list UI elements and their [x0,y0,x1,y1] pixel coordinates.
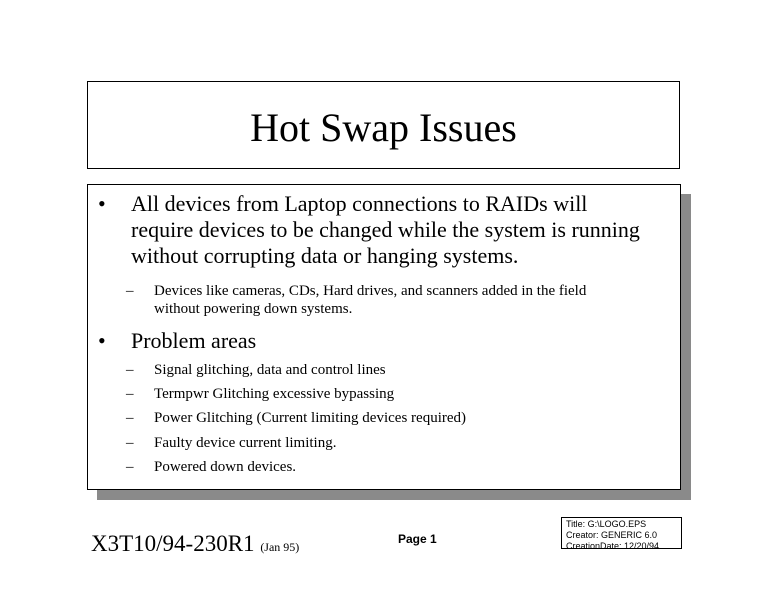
bullet-line: All devices from Laptop connections to RAIDs will [131,191,588,216]
bullet-marker: • [98,328,106,353]
sub-bullet-marker: – [126,283,134,299]
logo-title-line: Title: G:\LOGO.EPS [566,519,647,529]
sub-bullet-marker: – [126,435,134,451]
slide-title: Hot Swap Issues [250,105,517,150]
slide-title-box [87,81,680,169]
page-number: Page 1 [398,532,437,546]
bullet-marker: • [98,191,106,216]
content-box [87,184,681,490]
sub-bullet-marker: – [126,459,134,475]
logo-date-line: CreationDate: 12/20/94 [566,541,660,549]
sub-bullet-marker: – [126,386,134,402]
document-id [91,531,299,557]
logo-placeholder [561,517,682,549]
sub-bullet-line: without powering down systems. [154,301,353,317]
sub-bullet-marker: – [126,410,134,426]
document-number: X3T10/94-230R1 [91,531,255,556]
sub-bullet-text: Powered down devices. [154,459,297,475]
bullet-line: Problem areas [131,328,257,353]
document-date: (Jan 95) [260,540,300,554]
logo-creator-line: Creator: GENERIC 6.0 [566,530,658,540]
sub-bullet-text: Faulty device current limiting. [154,435,337,451]
sub-bullet-line: Devices like cameras, CDs, Hard drives, and scanners added in the field [154,283,587,299]
sub-bullet-text [154,282,586,318]
bullet-text [131,191,640,269]
sub-bullet-text: Termpwr Glitching excessive bypassing [154,386,395,402]
bullet-line: require devices to be changed while the system is running [131,217,640,242]
sub-bullet-text: Signal glitching, data and control lines [154,362,386,378]
bullet-text [131,328,256,354]
sub-bullet-marker: – [126,362,134,378]
bullet-line: without corrupting data or hanging systems. [131,243,519,268]
sub-bullet-text: Power Glitching (Current limiting devices required) [154,410,467,426]
